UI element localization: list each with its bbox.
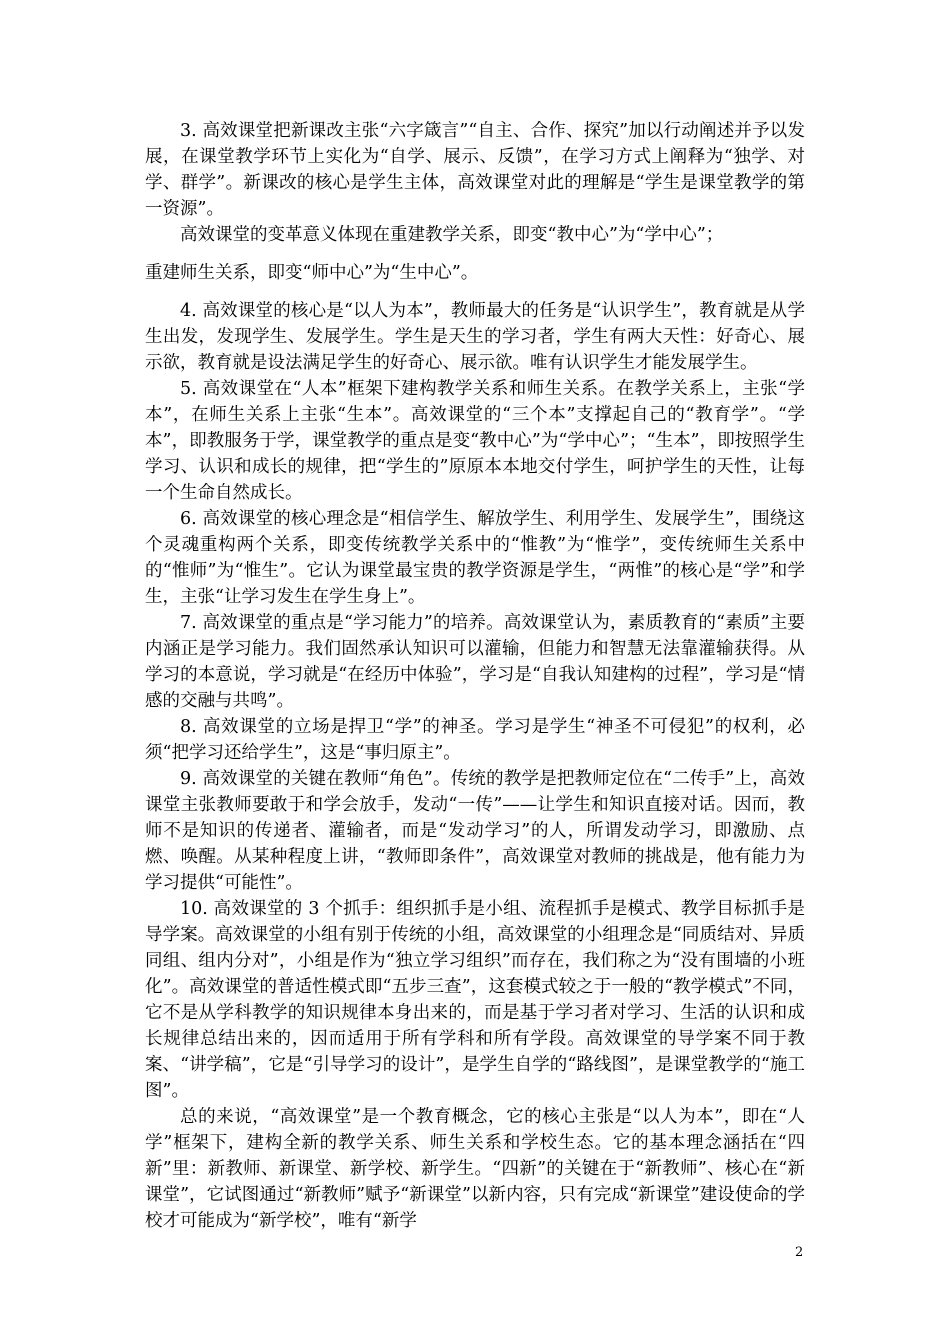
- paragraph-6: 6. 高效课堂的核心理念是“相信学生、解放学生、利用学生、发展学生”，围绕这个灵魂重构两个关系，即变传统教学关系中的“惟教”为“惟学”，变传统师生关系中的“惟师”为“惟生”。它认为课堂最宝贵的教学资源是学生，“两惟”的核心是“学”和学生，主张“让学习发生在学生身上”。: [145, 509, 805, 607]
- page-number: 2: [795, 1245, 804, 1260]
- paragraph-5: 5. 高效课堂在“人本”框架下建构教学关系和师生关系。在教学关系上，主张“学本”，在师生关系上主张“生本”。高效课堂的“三个本”支撑起自己的“教育学”。“学本”，即教服务于学，课堂教学的重点是变“教中心”为“学中心”；“生本”，即按照学生学习、认识和成长的规律，把“学生的”原原本本地交付学生，呵护学生的天性，让每一个生命自然成长。: [145, 379, 805, 503]
- paragraph-summary: 总的来说，“高效课堂”是一个教育概念，它的核心主张是“以人为本”，即在“人学”框架下，建构全新的教学关系、师生关系和学校生态。它的基本理念涵括在“四新”里：新教师、新课堂、新学校、新学生。“四新”的关键在于“新教师”、核心在“新课堂”，它试图通过“新教师”赋予“新课堂”以新内容，只有完成“新课堂”建设使命的学校才可能成为“新学校”，唯有“新学: [145, 1107, 805, 1231]
- document-body: [145, 118, 805, 1234]
- paragraph-4: 4. 高效课堂的核心是“以人为本”，教师最大的任务是“认识学生”，教育就是从学生出发，发现学生、发展学生。学生是天生的学习者，学生有两大天性：好奇心、展示欲，教育就是设法满足学生的好奇心、展示欲。唯有认识学生才能发展学生。: [145, 301, 805, 373]
- paragraph-teacher-student-relation: 重建师生关系，即变“师中心”为“生中心”。: [145, 263, 479, 283]
- paragraph-10: 10. 高效课堂的 3 个抓手：组织抓手是小组、流程抓手是模式、教学目标抓手是导学案。高效课堂的小组有别于传统的小组，高效课堂的小组理念是“同质结对、异质同组、组内分对”，小组是作为“独立学习组织”而存在，我们称之为“没有围墙的小班化”。高效课堂的普适性模式即“五步三查”，这套模式较之于一般的“教学模式”不同，它不是从学科教学的知识规律本身出来的，而是基于学习者对学习、生活的认识和成长规律总结出来的，因而适用于所有学科和所有学段。高效课堂的导学案不同于教案、“讲学稿”，它是“引导学习的设计”，是学生自学的“路线图”，是课堂教学的“施工图”。: [145, 899, 805, 1101]
- paragraph-8: 8. 高效课堂的立场是捍卫“学”的神圣。学习是学生“神圣不可侵犯”的权利，必须“把学习还给学生”，这是“事归原主”。: [145, 717, 805, 763]
- paragraph-9: 9. 高效课堂的关键在教师“角色”。传统的教学是把教师定位在“二传手”上，高效课堂主张教师要敢于和学会放手，发动“一传”——让学生和知识直接对话。因而，教师不是知识的传递者、灌输者，而是“发动学习”的人，所谓发动学习，即激励、点燃、唤醒。从某种程度上讲，“教师即条件”，高效课堂对教师的挑战是，他有能力为学习提供“可能性”。: [145, 769, 805, 893]
- paragraph-teaching-relation: 高效课堂的变革意义体现在重建教学关系，即变“教中心”为“学中心”；: [180, 225, 724, 245]
- paragraph-7: 7. 高效课堂的重点是“学习能力”的培养。高效课堂认为，素质教育的“素质”主要内涵正是学习能力。我们固然承认知识可以灌输，但能力和智慧无法靠灌输获得。从学习的本意说，学习就是“在经历中体验”，学习是“自我认知建构的过程”，学习是“情感的交融与共鸣”。: [145, 613, 805, 711]
- paragraph-3: 3. 高效课堂把新课改主张“六字箴言”“自主、合作、探究”加以行动阐述并予以发展，在课堂教学环节上实化为“自学、展示、反馈”，在学习方式上阐释为“独学、对学、群学”。新课改的核心是学生主体，高效课堂对此的理解是“学生是课堂教学的第一资源”。: [145, 121, 805, 219]
